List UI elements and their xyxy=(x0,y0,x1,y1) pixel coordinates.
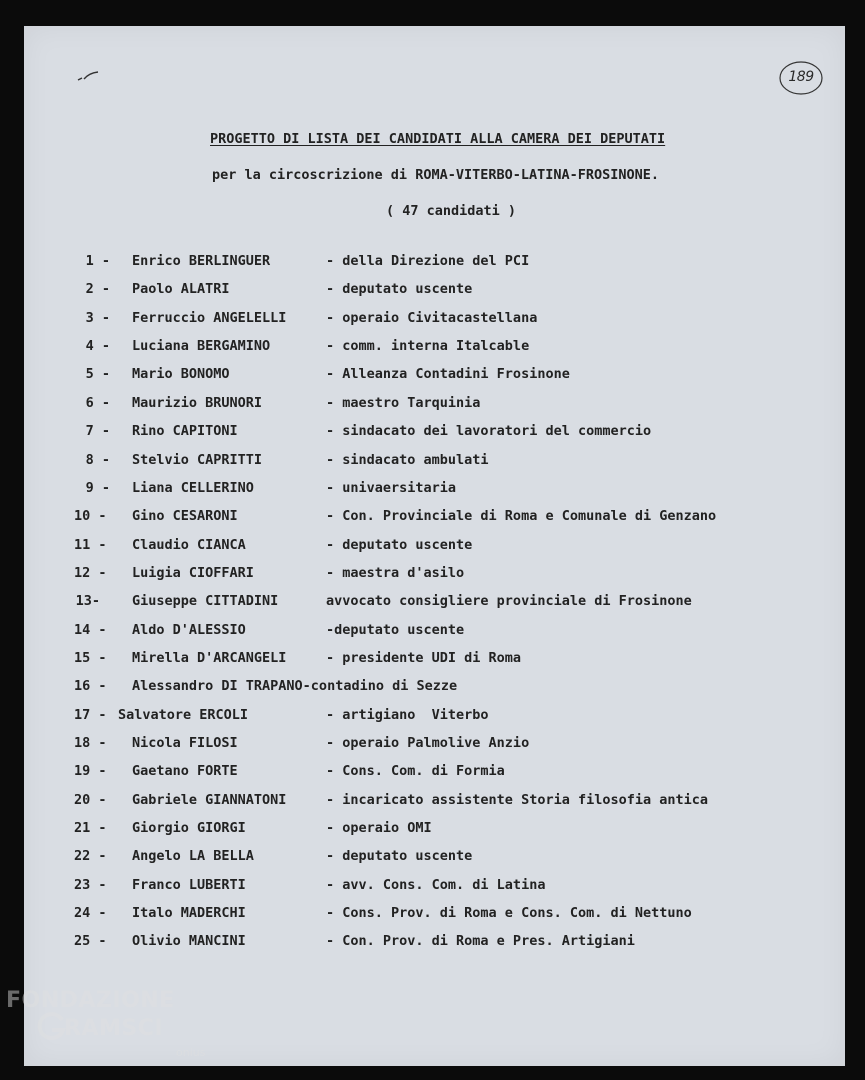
candidate-number: 7 - xyxy=(85,423,110,440)
candidate-role: - deputato uscente xyxy=(326,848,473,865)
candidate-role: - sindacato dei lavoratori del commercio xyxy=(326,423,652,440)
candidate-count: ( 47 candidati ) xyxy=(386,203,517,219)
candidate-name: Mirella D'ARCANGELI xyxy=(132,649,287,666)
candidate-row xyxy=(0,905,865,925)
candidate-role: - operaio Civitacastellana xyxy=(326,309,538,326)
pen-mark xyxy=(76,70,100,82)
candidate-name: Angelo LA BELLA xyxy=(132,848,254,865)
g-logo-icon xyxy=(36,1012,66,1042)
candidate-name: Maurizio BRUNORI xyxy=(132,394,263,411)
candidate-name: Gino CESARONI xyxy=(132,508,238,525)
candidate-number: 23 - xyxy=(74,876,107,893)
candidate-row xyxy=(0,366,865,386)
candidate-name: Claudio CIANCA xyxy=(132,536,246,553)
candidate-number: 13- xyxy=(75,593,100,610)
candidate-role: - avv. Cons. Com. di Latina xyxy=(326,876,546,893)
candidate-number: 15 - xyxy=(74,649,107,666)
candidate-row xyxy=(0,253,865,273)
candidate-number: 17 - xyxy=(74,706,107,723)
candidate-number: 20 - xyxy=(74,791,107,808)
candidate-number: 8 - xyxy=(85,451,110,468)
candidate-number: 3 - xyxy=(85,309,110,326)
document-subtitle-line xyxy=(0,151,865,183)
candidate-row xyxy=(0,537,865,557)
candidate-role: - comm. interna Italcable xyxy=(326,338,530,355)
candidate-number: 18 - xyxy=(74,735,107,751)
candidate-name: Aldo D'ALESSIO xyxy=(132,621,246,638)
candidate-role: - artigiano Viterbo xyxy=(326,706,489,723)
watermark-line2: RAMSCI xyxy=(64,1016,164,1041)
candidate-role: - maestro Tarquinia xyxy=(326,394,481,411)
candidate-name: Giorgio GIORGI xyxy=(132,820,246,836)
candidate-number: 24 - xyxy=(74,905,107,922)
candidate-name: Alessandro DI TRAPANO-contadino di Sezze xyxy=(132,678,458,695)
candidate-name: Italo MADERCHI xyxy=(132,905,246,922)
candidate-role: - della Direzione del PCI xyxy=(326,253,530,269)
candidate-role: - Con. Prov. di Roma e Pres. Artigiani xyxy=(326,933,635,950)
candidate-name: Paolo ALATRI xyxy=(132,281,230,298)
candidate-row xyxy=(0,593,865,613)
candidate-role: -deputato uscente xyxy=(326,621,465,638)
candidate-row xyxy=(0,508,865,528)
candidate-name: Nicola FILOSI xyxy=(132,735,238,751)
candidate-count-line xyxy=(0,187,865,219)
candidate-number: 5 - xyxy=(85,366,110,383)
candidate-number: 1 - xyxy=(85,253,110,269)
candidate-row xyxy=(0,792,865,812)
candidate-row xyxy=(0,650,865,670)
candidate-row xyxy=(0,763,865,783)
candidate-row xyxy=(0,622,865,642)
candidate-row xyxy=(0,735,865,755)
candidate-role: - univaersitaria xyxy=(326,479,457,496)
candidate-name: Gaetano FORTE xyxy=(132,763,238,780)
candidate-number: 16 - xyxy=(74,678,107,695)
candidate-role: - Con. Provinciale di Roma e Comunale di Genzano xyxy=(326,508,717,525)
document-subtitle: per la circoscrizione di ROMA-VITERBO-LATINA-FROSINONE. xyxy=(212,167,660,183)
candidate-number: 10 - xyxy=(74,508,107,525)
candidate-name: Liana CELLERINO xyxy=(132,479,254,496)
candidate-row xyxy=(0,310,865,330)
candidate-name: Rino CAPITONI xyxy=(132,423,238,440)
candidate-row xyxy=(0,480,865,500)
candidate-row xyxy=(0,565,865,585)
candidate-number: 14 - xyxy=(74,621,107,638)
candidate-name: Ferruccio ANGELELLI xyxy=(132,309,287,326)
candidate-row xyxy=(0,678,865,698)
candidate-name: Giuseppe CITTADINI xyxy=(132,593,279,610)
candidate-row xyxy=(0,423,865,443)
candidate-name: Stelvio CAPRITTI xyxy=(132,451,263,468)
candidate-row xyxy=(0,848,865,868)
page-number: 189 xyxy=(788,69,814,85)
candidate-name: Mario BONOMO xyxy=(132,366,230,383)
candidate-row xyxy=(0,933,865,953)
candidate-number: 4 - xyxy=(85,338,110,355)
candidate-number: 22 - xyxy=(74,848,107,865)
candidate-name: Gabriele GIANNATONI xyxy=(132,791,287,808)
candidate-row xyxy=(0,395,865,415)
candidate-row xyxy=(0,281,865,301)
candidate-number: 25 - xyxy=(74,933,107,950)
candidate-name: Luciana BERGAMINO xyxy=(132,338,271,355)
watermark-logo xyxy=(6,986,226,1066)
candidate-role: - presidente UDI di Roma xyxy=(326,649,522,666)
candidate-row xyxy=(0,707,865,727)
candidate-number: 19 - xyxy=(74,763,107,780)
page-number-stamp xyxy=(778,60,824,96)
candidate-number: 11 - xyxy=(74,536,107,553)
candidate-role: - incaricato assistente Storia filosofia antica xyxy=(326,791,709,808)
candidate-name: Enrico BERLINGUER xyxy=(132,253,271,269)
watermark-line1: FONDAZIONE xyxy=(6,988,175,1013)
candidate-row xyxy=(0,820,865,840)
candidate-name: Luigia CIOFFARI xyxy=(132,564,254,581)
candidate-name: Franco LUBERTI xyxy=(132,876,246,893)
candidate-number: 2 - xyxy=(85,281,110,298)
candidate-name: Olivio MANCINI xyxy=(132,933,246,950)
candidate-role: - Cons. Prov. di Roma e Cons. Com. di Nettuno xyxy=(326,905,692,922)
candidate-row xyxy=(0,452,865,472)
candidate-role: - deputato uscente xyxy=(326,281,473,298)
candidate-role: - sindacato ambulati xyxy=(326,451,489,468)
candidate-role: avvocato consigliere provinciale di Frosinone xyxy=(326,593,692,610)
candidate-row xyxy=(0,877,865,897)
candidate-role: - operaio OMI xyxy=(326,820,432,836)
watermark-line3: onlus xyxy=(176,1046,206,1059)
candidate-role: - Alleanza Contadini Frosinone xyxy=(326,366,570,383)
candidate-role: - Cons. Com. di Formia xyxy=(326,763,505,780)
candidate-number: 6 - xyxy=(85,394,110,411)
candidate-number: 9 - xyxy=(85,479,110,496)
candidate-number: 21 - xyxy=(74,820,107,836)
candidate-row xyxy=(0,338,865,358)
candidate-name: Salvatore ERCOLI xyxy=(118,706,249,723)
candidate-role: - operaio Palmolive Anzio xyxy=(326,735,530,751)
candidate-role: - maestra d'asilo xyxy=(326,564,465,581)
candidate-number: 12 - xyxy=(74,564,107,581)
document-title-line xyxy=(0,115,865,147)
document-title: PROGETTO DI LISTA DEI CANDIDATI ALLA CAMERA DEI DEPUTATI xyxy=(210,131,666,147)
candidate-role: - deputato uscente xyxy=(326,536,473,553)
